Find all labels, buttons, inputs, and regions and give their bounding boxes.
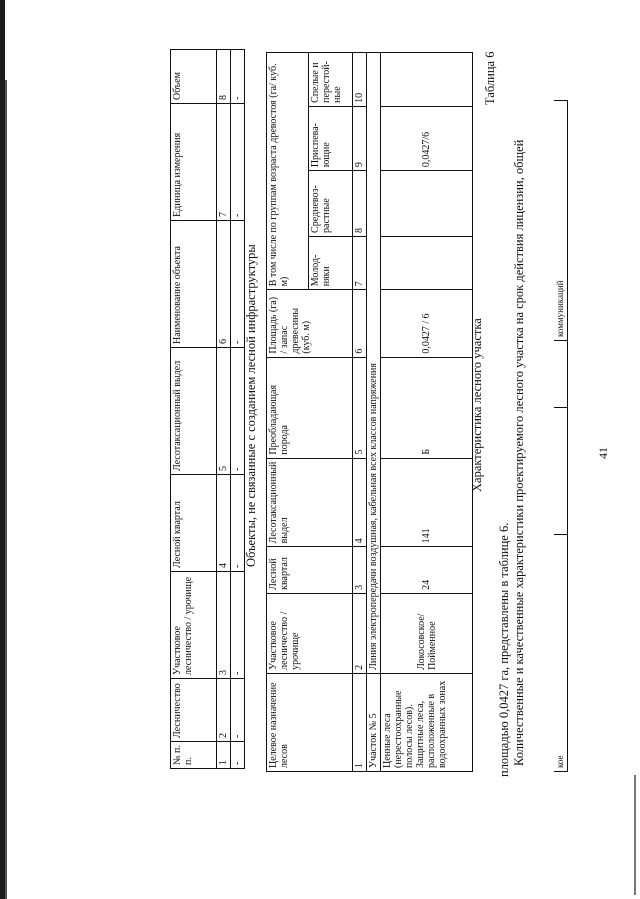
- section-description: Линия электропередачи воздушная, кабельная всех классов напряжения: [367, 53, 381, 674]
- infra-th: Лесничество: [171, 679, 217, 742]
- col-num: 6: [217, 221, 231, 348]
- col-num: 3: [353, 547, 367, 594]
- table6-caption: Таблица 6: [483, 51, 497, 105]
- table6-col-numbers: [353, 53, 367, 772]
- infra-th: Лесной квартал: [171, 475, 217, 572]
- infra-title: Объекты, не связанные с созданием лесной инфраструктуры: [244, 244, 258, 567]
- th-purpose: Целевое назначение лесов: [267, 673, 353, 771]
- th-group: В том числе по группам возраста древостоя (га/ куб. м): [267, 53, 309, 290]
- th-area: Площадь (га) / запас древесины (куб. м): [267, 290, 353, 357]
- col-num: 1: [353, 673, 367, 771]
- infra-cell: -: [231, 572, 245, 679]
- col-num: 5: [353, 357, 367, 458]
- table6-title: Характеристика лесного участка: [470, 318, 484, 492]
- infra-col-numbers: [217, 50, 231, 769]
- col-num: 3: [217, 572, 231, 679]
- intro-line-2: площадью 0,0427 га, представлены в таблице 6.: [497, 522, 511, 777]
- cell-species: Б: [381, 357, 473, 458]
- col-num: 7: [217, 104, 231, 221]
- col-num: 6: [353, 290, 367, 357]
- th-allotment: Лесотаксационный выдел: [267, 458, 353, 547]
- cell-mature: [381, 53, 473, 107]
- infra-th: Участковое лесничество / урочище: [171, 572, 217, 679]
- col-num: 8: [217, 50, 231, 104]
- col-num: 4: [217, 475, 231, 572]
- cell-middle: [381, 171, 473, 237]
- infra-th: № п. п.: [171, 742, 217, 769]
- infra-cell: -: [231, 475, 245, 572]
- table6-section-row: [367, 53, 381, 772]
- col-num: 8: [353, 171, 367, 237]
- infra-row: [231, 50, 245, 769]
- infra-th: Единица измерения: [171, 104, 217, 221]
- col-num: 2: [353, 593, 367, 673]
- th-species: Преобладающая порода: [267, 357, 353, 458]
- th-middle: Средневоз-растные: [309, 171, 353, 237]
- infra-cell: -: [231, 742, 245, 769]
- infra-th: Лесотаксационный выдел: [171, 348, 217, 475]
- table6-data-row: [381, 53, 473, 772]
- intro-line-1: Количественные и качественные характеристики проектируемого лесного участка на срок действия лицензии, общей: [512, 139, 526, 766]
- th-premature: Приспева-ющие: [309, 106, 353, 170]
- col-num: 2: [217, 679, 231, 742]
- infra-cell: -: [231, 221, 245, 348]
- infra-cell: -: [231, 348, 245, 475]
- col-num: 7: [353, 236, 367, 289]
- col-num: 9: [353, 106, 367, 170]
- cell-quarter: 24: [381, 547, 473, 594]
- section-label: Участок № 5: [367, 673, 381, 771]
- col-num: 4: [353, 458, 367, 547]
- infra-th: Наименование объекта: [171, 221, 217, 348]
- col-num: 1: [217, 742, 231, 769]
- cell-area: 0,0427 / 6: [381, 290, 473, 357]
- infra-cell: -: [231, 104, 245, 221]
- top-strip-right: коммуникаций: [554, 101, 568, 341]
- table6: [266, 52, 473, 772]
- th-mature: Спелые и перестой-ные: [309, 53, 353, 107]
- infra-cell: -: [231, 50, 245, 104]
- top-strip-table: [554, 100, 568, 772]
- col-num: 10: [353, 53, 367, 107]
- th-young: Молод-няки: [309, 236, 353, 289]
- cell-purpose: Ценные леса (нерестоохранные полосы лесов). Защитные леса, расположенные в водоохранных зонах: [381, 673, 473, 771]
- th-quarter: Лесной квартал: [267, 547, 353, 594]
- col-num: 5: [217, 348, 231, 475]
- infra-table: [170, 49, 245, 769]
- page-number: 41: [596, 447, 610, 459]
- infra-cell: -: [231, 679, 245, 742]
- cell-district: Локосовское/ Пойменное: [381, 593, 473, 673]
- cell-allotment: 141: [381, 458, 473, 547]
- cell-young: [381, 236, 473, 289]
- cell-premature: 0,0427/6: [381, 106, 473, 170]
- top-strip-left: кое: [554, 535, 568, 772]
- th-district: Участковое лесничество / урочище: [267, 593, 353, 673]
- infra-th: Объем: [171, 50, 217, 104]
